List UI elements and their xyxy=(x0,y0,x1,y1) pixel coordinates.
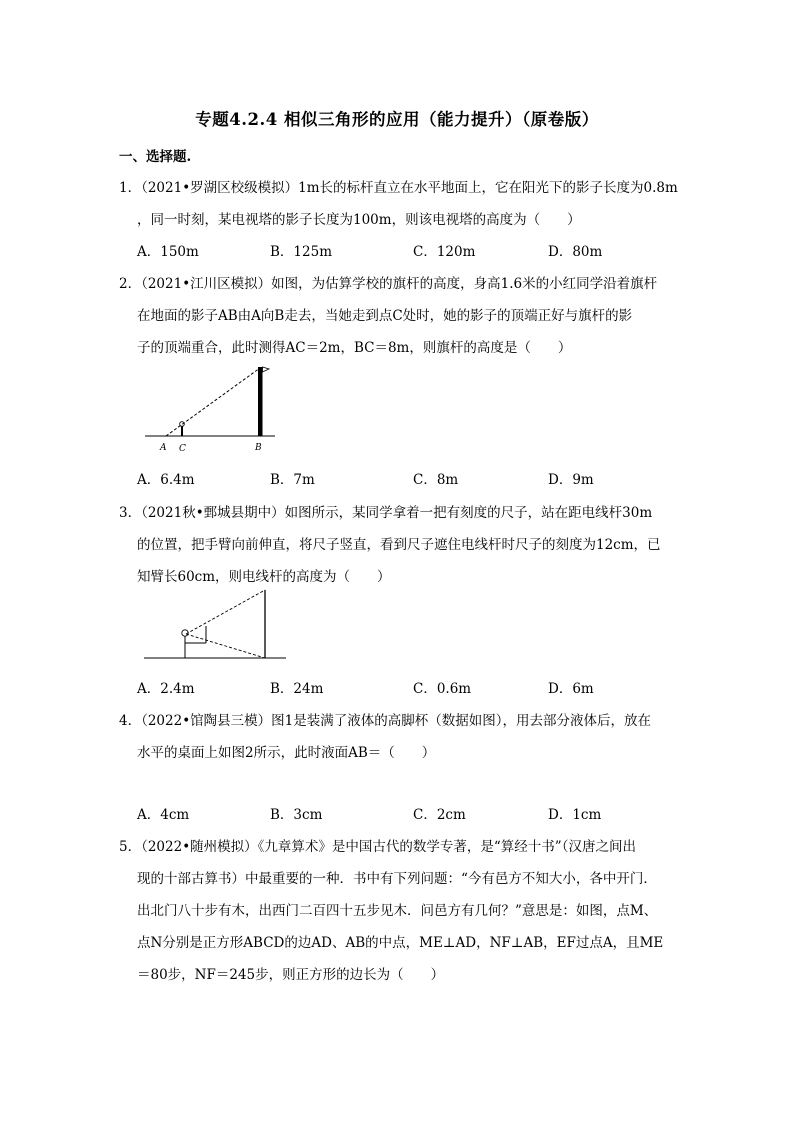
label-c: C xyxy=(179,444,186,454)
section-heading: 一、选择题. xyxy=(119,149,192,165)
q3-option-d: D．6m xyxy=(548,681,594,697)
sight-line-top xyxy=(186,590,265,634)
q2-option-d: D．9m xyxy=(548,472,594,488)
q3-option-c: C．0.6m xyxy=(413,681,472,697)
question-2-line-2: 在地面的影子AB由A向B走去，当她走到点C处时，她的影子的顶端正好与旗杆的影 xyxy=(137,308,633,324)
q3-option-a: A．2.4m xyxy=(137,681,195,697)
question-2-line-1: 2．（2021•江川区模拟）如图，为估算学校的旗杆的高度，身高1.6米的小红同学沿着旗杆 xyxy=(119,276,658,292)
page-title: 专题4.2.4 相似三角形的应用（能力提升）（原卷版） xyxy=(195,110,599,129)
question-5-line-5: ＝80步，NF＝245步，则正方形的边长为（ ） xyxy=(137,967,445,983)
question-5-line-1: 5．（2022•随州模拟）《九章算术》是中国古代的数学专著，是“算经十书”（汉唐之间出 xyxy=(119,839,636,855)
q1-option-d: D．80m xyxy=(548,244,603,260)
flagpole-shadow-figure xyxy=(140,362,280,457)
q2-option-a: A．6.4m xyxy=(137,472,195,488)
q1-option-c: C．120m xyxy=(413,244,476,260)
question-4-line-2: 水平的桌面上如图2所示，此时液面AB＝（ ） xyxy=(137,745,436,761)
question-3-line-1: 3．（2021秋•鄄城县期中）如图所示，某同学拿着一把有刻度的尺子，站在距电线杆30m xyxy=(119,505,653,521)
question-2-line-3: 子的顶端重合，此时测得AC＝2m，BC＝8m，则旗杆的高度是（ ） xyxy=(137,340,572,356)
question-3-line-3: 知臂长60cm，则电线杆的高度为（ ） xyxy=(137,569,391,585)
person-head xyxy=(180,422,185,427)
label-a: A xyxy=(160,443,167,453)
q2-option-c: C．8m xyxy=(413,472,459,488)
flagpole xyxy=(258,367,263,436)
label-b: B xyxy=(255,443,262,453)
utility-pole-figure xyxy=(140,586,290,666)
question-1-line-2: ，同一时刻，某电视塔的影子长度为100m，则该电视塔的高度为（ ） xyxy=(137,212,581,228)
question-3-line-2: 的位置，把手臂向前伸直，将尺子竖直，看到尺子遮住电线杆时尺子的刻度为12cm，已 xyxy=(137,537,661,553)
q4-option-b: B．3cm xyxy=(270,807,323,823)
q3-option-b: B．24m xyxy=(270,681,324,697)
q1-option-b: B．125m xyxy=(270,244,332,260)
question-5-line-3: 出北门八十步有木，出西门二百四十五步见木．问邑方有几何？”意思是：如图，点M、 xyxy=(137,903,658,919)
question-4-line-1: 4．（2022•馆陶县三模）图1是装满了液体的高脚杯（数据如图），用去部分液体后，放在 xyxy=(119,713,651,729)
question-1-line-1: 1．（2021•罗湖区校级模拟）1m长的标杆直立在水平地面上，它在阳光下的影子长度为0.8m xyxy=(119,180,678,196)
question-5-line-4: 点N分别是正方形ABCD的边AD、AB的中点，ME⊥AD，NF⊥AB，EF过点A，且ME xyxy=(137,935,664,951)
q4-option-a: A．4cm xyxy=(137,807,190,823)
q4-option-c: C．2cm xyxy=(413,807,466,823)
q2-option-b: B．7m xyxy=(270,472,315,488)
q1-option-a: A．150m xyxy=(137,244,199,260)
q4-option-d: D．1cm xyxy=(548,807,602,823)
question-5-line-2: 现的十部古算书）中最重要的一种．书中有下列问题：“今有邑方不知大小，各中开门． xyxy=(137,871,657,887)
sight-line-bottom xyxy=(186,634,265,658)
flag xyxy=(263,367,270,372)
